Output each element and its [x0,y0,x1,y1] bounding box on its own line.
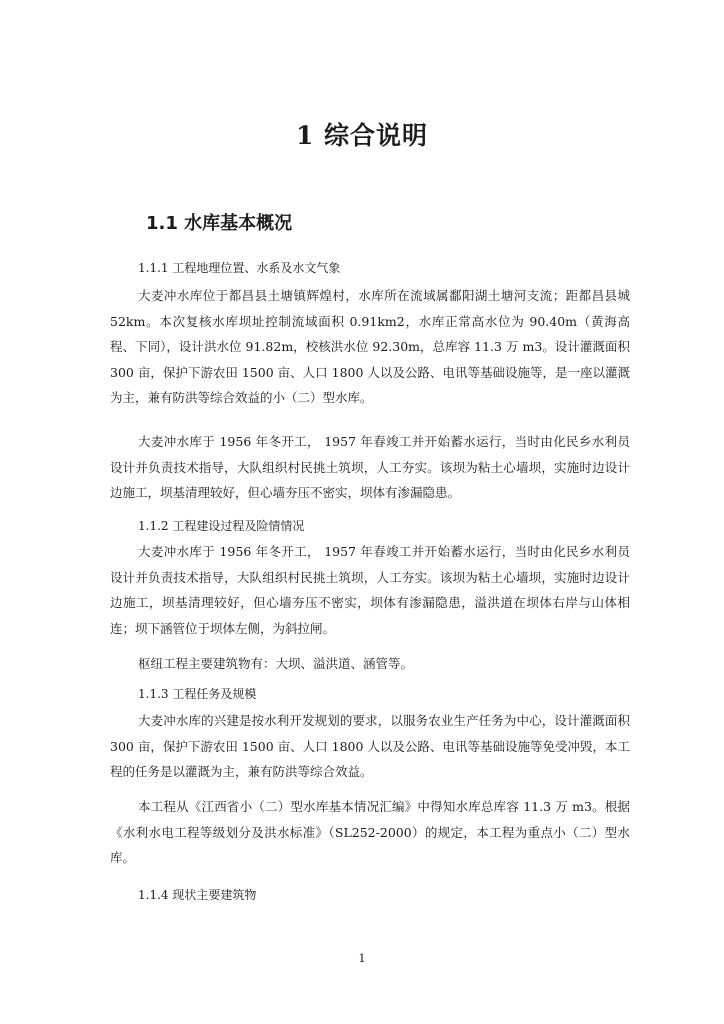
paragraph-location: 大麦冲水库位于都昌县土塘镇辉煌村，水库所在流域属鄱阳湖土塘河支流；距都昌县城 52km。本次复核水库坝址控制流域面积 0.91km2，水库正常高水位为 90.40m（黄海高程、下同），设计洪水位 91.82m，校核洪水位 92.30m，总库容 11.3 万 m3。设计灌溉面积 300 亩，保护下游农田 1500 亩、人口 1800 人以及公路、电讯等基础设施等，是一座以灌溉为主，兼有防洪等综合效益的小（二）型水库。 [110,288,630,406]
paragraph-construction-hazards: 大麦冲水库于 1956 年冬开工， 1957 年春竣工并开始蓄水运行，当时由化民乡水利员设计并负责技术指导，大队组织村民挑土筑坝，人工夯实。该坝为粘土心墙坝，实施时边设计边施工，坝基清理较好，但心墙夯压不密实，坝体有渗漏隐患，溢洪道在坝体右岸与山体相连；坝下涵管位于坝体左侧，为斜拉闸。 [110,544,630,636]
subsection-heading-1-1-3: 1.1.3 工程任务及规模 [138,687,257,701]
paragraph-tasks: 大麦冲水库的兴建是按水利开发规划的要求，以服务农业生产任务为中心，设计灌溉面积 300 亩，保护下游农田 1500 亩、人口 1800 人以及公路、电讯等基础设施等免受冲毁，本工程的任务是以灌溉为主，兼有防洪等综合效益。 [110,713,630,780]
paragraph-main-structures: 枢纽工程主要建筑物有：大坝、溢洪道、涵管等。 [138,656,414,671]
paragraph-scale: 本工程从《江西省小（二）型水库基本情况汇编》中得知水库总库容 11.3 万 m3。根据《水利水电工程等级划分及洪水标准》（SL252-2000）的规定，本工程为重点小（二）型水库。 [110,799,630,866]
subsection-heading-1-1-4: 1.1.4 现状主要建筑物 [138,888,257,902]
page-number: 1 [358,952,366,965]
subsection-heading-1-1-1: 1.1.1 工程地理位置、水系及水文气象 [138,261,341,275]
subsection-heading-1-1-2: 1.1.2 工程建设过程及险情情况 [138,519,305,533]
section-title: 1.1 水库基本概况 [146,213,293,234]
chapter-title: 1 综合说明 [295,121,429,150]
paragraph-construction-history: 大麦冲水库于 1956 年冬开工， 1957 年春竣工并开始蓄水运行，当时由化民乡水利员设计并负责技术指导，大队组织村民挑土筑坝，人工夯实。该坝为粘土心墙坝，实施时边设计边施工，坝基清理较好，但心墙夯压不密实，坝体有渗漏隐患。 [110,434,630,501]
